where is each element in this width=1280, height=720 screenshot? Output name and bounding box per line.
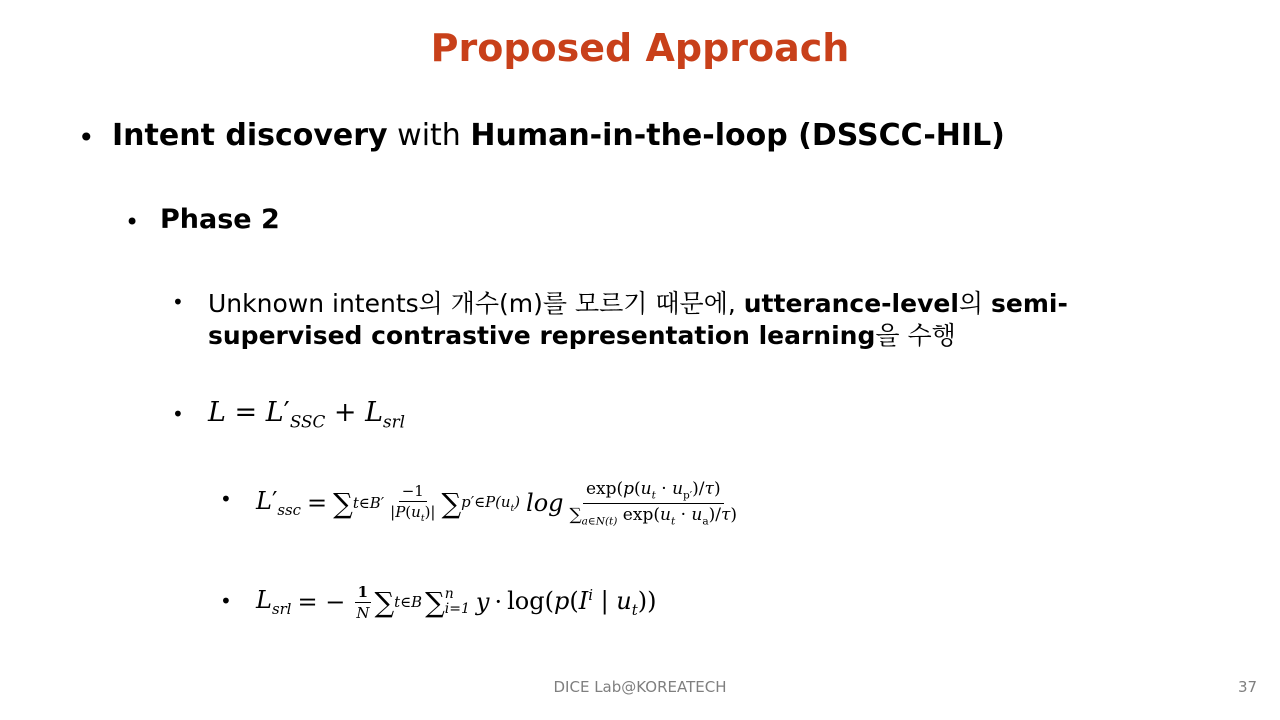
with-connector: with <box>387 118 471 153</box>
phase-2-label: Phase 2 <box>160 204 280 235</box>
bullet-equation-srl: • <box>220 589 232 613</box>
equation-ssc-loss: $L'_{ssc}$ = ∑ t∈B′ $\frac{-1}{|P(u_t)|}$ ∑ $p'\in P(u_t)$ log $\frac{\exp(p(u_t \cdot u_{p'})/\tau)}{\sum_{a\in N(t)} \exp(u_t \cdot u_a)/\tau)}$ <box>256 479 738 527</box>
bullet-level3: • <box>172 290 184 314</box>
intent-discovery-term: Intent discovery <box>112 118 388 153</box>
equation-total-loss: $L = L'_{SSC} + L_{srl}$ <box>208 397 405 432</box>
sscl-term: semi-supervised contrastive representation learning <box>208 289 1068 350</box>
bullet-equation-ssc: • <box>220 487 232 511</box>
hil-term: Human-in-the-loop (DSSCC-HIL) <box>470 118 1005 153</box>
equation-srl-loss: $L_{srl}$ = − $\frac{1}{N}$ ∑ t∈B ∑ n i=1 y · $\log(p(I^i$ | $u_t$)) <box>256 582 657 622</box>
description-text-2: 의 <box>958 289 992 318</box>
page-number: 37 <box>1238 678 1258 696</box>
slide-title: Proposed Approach <box>430 26 850 70</box>
bullet-level1: • <box>78 121 95 154</box>
description-text-1: Unknown intents의 개수(m)를 모르기 때문에, <box>208 289 744 318</box>
description-text-3: 을 수행 <box>875 321 956 350</box>
bullet-equation-total: • <box>172 402 184 426</box>
footer-lab-name: DICE Lab@KOREATECH <box>553 678 727 696</box>
bullet-intent-discovery <box>112 118 1005 153</box>
bullet-description <box>208 288 1208 352</box>
utterance-level-term: utterance-level <box>743 289 959 318</box>
bullet-level2: • <box>125 208 140 236</box>
